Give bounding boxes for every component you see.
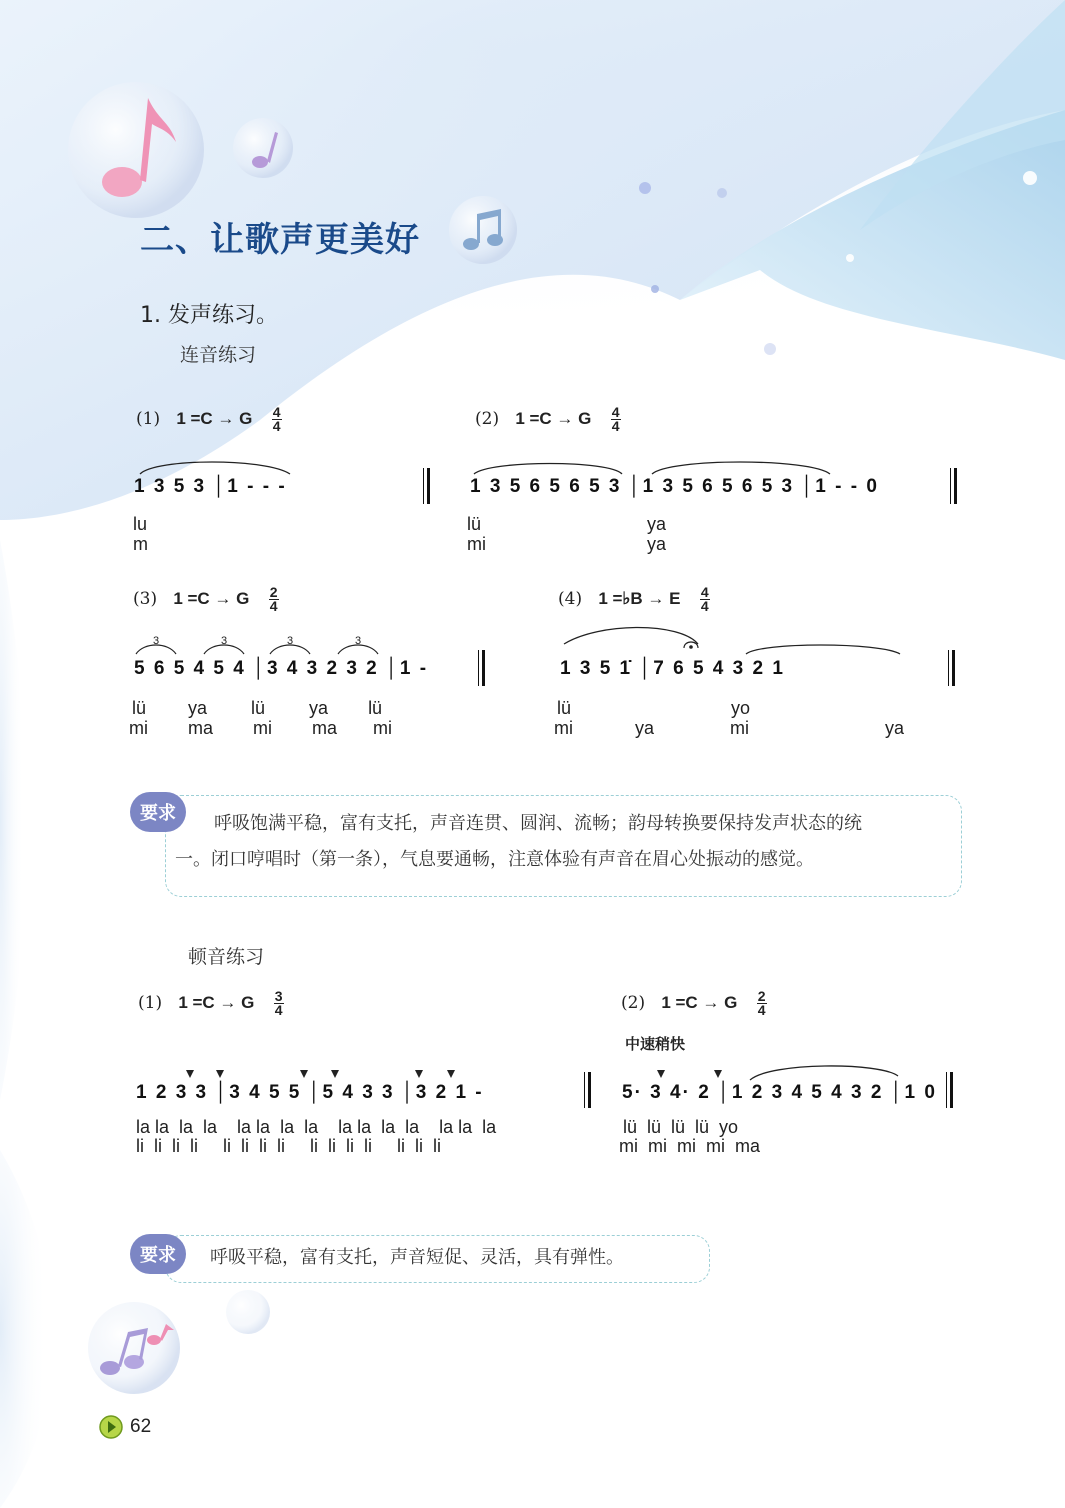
legato-heading: 连音练习 <box>180 344 257 366</box>
lyric-line: la la la la la la la la la la la la la la la <box>136 1117 497 1137</box>
staccato-marks <box>620 1058 910 1082</box>
notation-line: 1 3 5 3 │1 - - - <box>134 476 287 497</box>
svg-text:3: 3 <box>287 635 294 647</box>
lyric-line: li li li li li li li li li li li li li li li <box>136 1136 442 1156</box>
time-signature: $\frac{4}{4}$ <box>272 404 281 434</box>
time-signature: $\frac{3}{4}$ <box>274 988 283 1018</box>
triplet-number <box>153 635 361 647</box>
requirement-text: 呼吸平稳，富有支托，声音短促、灵活，具有弹性。 <box>210 1247 624 1268</box>
lyric-line: mi mi mi mi ma <box>619 1136 760 1156</box>
exercise-number: (1) <box>138 993 163 1013</box>
exercise-header <box>138 990 284 1017</box>
exercise-header <box>475 406 621 433</box>
svg-text:3: 3 <box>221 635 228 647</box>
lyric-line: ya <box>647 534 667 554</box>
notation-line: 5 6 5 4 5 4 │3 4 3 2 3 2 │1 - <box>134 658 429 679</box>
end-barline <box>950 468 957 504</box>
key-signature: 1 =C → G <box>515 409 592 428</box>
lyric-line: lü yo <box>557 698 751 718</box>
key-signature: 1 =C → G <box>173 589 250 608</box>
staccato-heading: 顿音练习 <box>188 946 265 968</box>
time-signature: $\frac{4}{4}$ <box>611 404 620 434</box>
lyric-line: lu <box>133 514 148 534</box>
page-number: 62 <box>130 1416 152 1437</box>
requirement-tag: 要求 <box>130 1234 186 1274</box>
exercise-header <box>136 406 282 433</box>
key-signature: 1 =C → G <box>661 993 738 1012</box>
exercise-number: (4) <box>558 589 583 609</box>
lyric-line: lü <box>467 514 482 534</box>
time-signature: $\frac{2}{4}$ <box>757 988 766 1018</box>
requirement-text: 一。闭口哼唱时（第一条），气息要通畅，注意体验有声音在眉心处振动的感觉。 <box>175 849 814 870</box>
key-signature: 1 =C → G <box>176 409 253 428</box>
notation-line: 1 3 5 1̇ │7 6 5 4 3 2 1 <box>560 658 785 679</box>
end-barline <box>946 1072 953 1108</box>
notation-line: 1 2 3 3 │3 4 5 5 │5 4 3 3 │3 2 1 - <box>136 1082 484 1103</box>
requirement-tag: 要求 <box>130 792 186 832</box>
music-note-icon <box>248 128 288 172</box>
end-barline <box>948 650 955 686</box>
slur <box>560 624 910 658</box>
play-icon <box>98 1414 124 1440</box>
music-note-icon <box>460 206 510 254</box>
item-title: 1. 发声练习。 <box>140 303 278 328</box>
end-barline <box>584 1072 591 1108</box>
exercise-number: (1) <box>136 409 161 429</box>
end-barline <box>478 650 485 686</box>
staccato-marks <box>130 1068 580 1080</box>
lyric-line: ya <box>647 514 667 534</box>
music-note-icon <box>96 92 186 202</box>
section-title: 二、让歌声更美好 <box>140 220 420 260</box>
end-barline <box>423 468 430 504</box>
notation-line: 1 3 5 6 5 6 5 3 │1 3 5 6 5 6 5 3 │1 - - 0 <box>470 476 879 497</box>
exercise-header <box>621 990 767 1017</box>
notation-line: 5· 3 4· 2 │1 2 3 4 5 4 3 2 │1 0 <box>622 1082 937 1103</box>
exercise-number: (2) <box>475 409 500 429</box>
lyric-line: lü ya lü ya lü <box>132 698 383 718</box>
slur <box>136 456 296 476</box>
triplet-marks <box>130 634 400 658</box>
lyric-line: lü lü lü lü yo <box>623 1117 739 1137</box>
lyric-line: mi ya mi ya <box>554 718 905 738</box>
exercise-header <box>558 586 710 613</box>
lyric-line: m <box>133 534 148 554</box>
svg-text:3: 3 <box>355 635 362 647</box>
key-signature: 1 =♭B → E <box>598 589 681 608</box>
slur <box>470 456 840 476</box>
exercise-number: (2) <box>621 993 646 1013</box>
requirement-text: 呼吸饱满平稳，富有支托，声音连贯、圆润、流畅；韵母转换要保持发声状态的统 <box>214 813 862 834</box>
svg-text:3: 3 <box>153 635 160 647</box>
music-note-icon <box>92 1322 182 1382</box>
key-signature: 1 =C → G <box>178 993 255 1012</box>
time-signature: $\frac{4}{4}$ <box>700 584 709 614</box>
exercise-number: (3) <box>133 589 158 609</box>
lyric-line: mi ma mi ma mi <box>129 718 393 738</box>
exercise-header <box>133 586 279 613</box>
time-signature: $\frac{2}{4}$ <box>269 584 278 614</box>
lyric-line: mi <box>467 534 486 554</box>
tempo-marking: 中速稍快 <box>625 1035 686 1053</box>
